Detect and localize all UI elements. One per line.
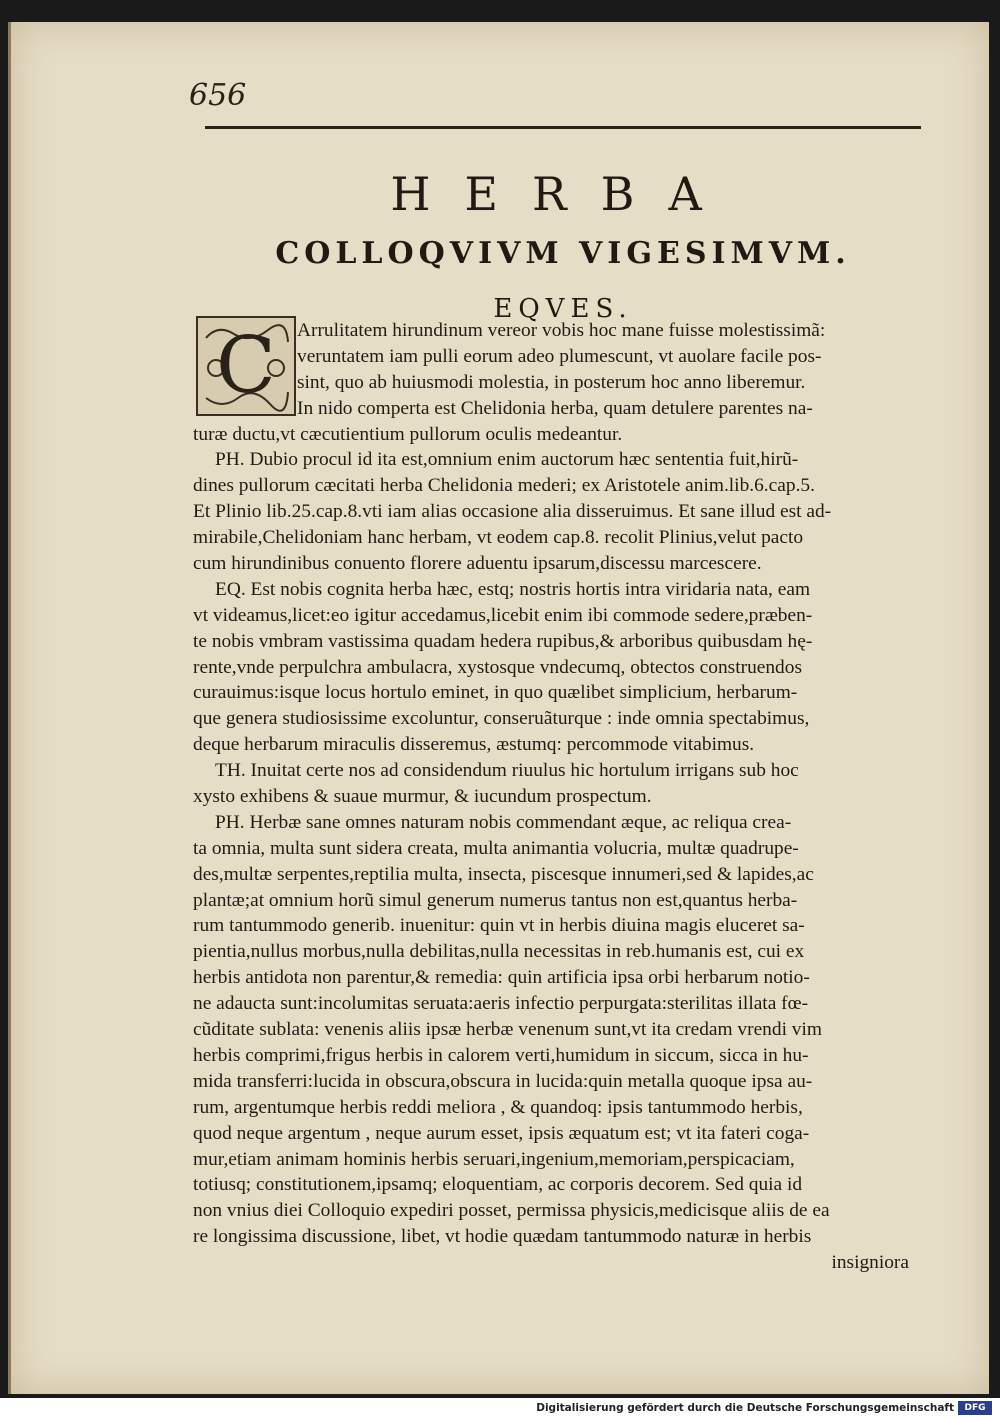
chapter-subtitle: COLLOQVIVM VIGESIMVM. <box>275 236 851 271</box>
text-line: deque herbarum miraculis disseremus, æstumq: percommode vitabimus. <box>193 734 755 756</box>
text-line: veruntatem iam pulli eorum adeo plumescunt, vt auolare facile pos- <box>297 345 822 367</box>
speaker-heading: EQVES. <box>493 294 633 324</box>
text-line: non vnius diei Colloquio expediri posset, permissa physicis,medicisque aliis de ea <box>193 1200 830 1222</box>
page-number: 656 <box>189 78 247 113</box>
footer-bar <box>0 1398 1000 1419</box>
text-line: rum tantummodo generib. inuenitur: quin vt in herbis diuina magis eluceret sa- <box>193 915 805 937</box>
text-line: PH. Dubio procul id ita est,omnium enim auctorum hæc sententia fuit,hirũ- <box>215 449 799 471</box>
text-line: re longissima discussione, libet, vt hodie quædam tantummodo naturæ in herbis <box>193 1226 812 1248</box>
text-line: cum hirundinibus conuento florere aduentu ipsarum,discessu marcescere. <box>193 553 762 575</box>
text-line: TH. Inuitat certe nos ad considendum riuulus hic hortulum irrigans sub hoc <box>215 760 799 782</box>
header-rule <box>205 126 921 129</box>
text-line: dines pullorum cæcitati herba Chelidonia mederi; ex Aristotele anim.lib.6.cap.5. <box>193 475 815 497</box>
text-line: pientia,nullus morbus,nulla debilitas,nulla necessitas in reb.humanis est, cui ex <box>193 941 805 963</box>
text-line: mur,etiam animam hominis herbis seruari,ingenium,memoriam,perspicaciam, <box>193 1148 795 1170</box>
text-line: te nobis vmbram vastissima quadam hedera rupibus,& arboribus quibusdam hę- <box>193 630 813 652</box>
text-line: EQ. Est nobis cognita herba hæc, estq; nostris hortis intra viridaria nata, eam <box>215 578 811 600</box>
text-line: mida transferri:lucida in obscura,obscura in lucida:quin metalla quoque ipsa au- <box>193 1070 813 1092</box>
text-line: xysto exhibens & suaue murmur, & iucundum prospectum. <box>193 786 652 808</box>
text-line: vt videamus,licet:eo igitur accedamus,licebit enim ibi commode sedere,præben- <box>193 604 813 626</box>
text-line: cũditate sublata: venenis aliis ipsæ herbæ venenum sunt,vt ita credam vrendi vim <box>193 1019 822 1041</box>
text-line: rente,vnde perpulchra ambulacra, xystosque vndecumq, obtectos construendos <box>193 656 802 678</box>
text-line: des,multæ serpentes,reptilia multa, insecta, piscesque innumeri,sed & lapides,ac <box>193 863 814 885</box>
text-line: totiusq; constitutionem,ipsamq; eloquentiam, ac corporis decorem. Sed quia id <box>193 1174 803 1196</box>
text-line: sint, quo ab huiusmodi molestia, in posterum hoc anno liberemur. <box>297 371 806 393</box>
text-line: Arrulitatem hirundinum vereor vobis hoc mane fuisse molestissimã: <box>297 320 826 341</box>
body-text <box>193 318 911 1276</box>
text-line: herbis comprimi,frigus herbis in calorem verti,humidum in siccum, sicca in hu- <box>193 1044 809 1066</box>
page-title: HERBA <box>390 167 736 221</box>
text-line: In nido comperta est Chelidonia herba, quam detulere parentes na- <box>297 397 813 419</box>
dfg-logo-icon: DFG <box>958 1401 992 1415</box>
text-line: ne adaucta sunt:incolumitas seruata:aeris infectio perpurgata:sterilitas illata fœ- <box>193 993 809 1015</box>
text-line: quod neque argentum , neque aurum esset, ipsis æquatum est; vt ita fateri coga- <box>193 1122 810 1144</box>
text-line: que genera studiosissime excoluntur, conseruãturque : inde omnia spectabimus, <box>193 708 810 730</box>
text-line: plantæ;at omnium horũ simul generum numerus tantus non est,quantus herba- <box>193 889 798 911</box>
text-line: PH. Herbæ sane omnes naturam nobis commendant æque, ac reliqua crea- <box>215 811 792 833</box>
text-line: Et Plinio lib.25.cap.8.vti iam alias occasione alia disseruimus. Et sane illud est ad- <box>193 501 832 523</box>
text-line: curauimus:isque locus hortulo eminet, in quo quælibet simplicium, herbarum- <box>193 682 798 704</box>
text-line: ta omnia, multa sunt sidera creata, multa animantia volucria, multæ quadrupe- <box>193 837 799 859</box>
text-line: mirabile,Chelidoniam hanc herbam, vt eodem cap.8. recolit Plinius,velut pacto <box>193 527 804 549</box>
catchword: insigniora <box>831 1252 909 1274</box>
text-line: turæ ductu,vt cæcutientium pullorum oculis medeantur. <box>193 423 623 445</box>
text-line: herbis antidota non parentur,& remedia: quin artificia ipsa orbi herbarum notio- <box>193 967 810 989</box>
text-line: rum, argentumque herbis reddi meliora , & quandoq: ipsis tantummodo herbis, <box>193 1096 803 1118</box>
funding-notice: Digitalisierung gefördert durch die Deutsche Forschungsgemeinschaft <box>536 1402 954 1414</box>
initial-letter: C <box>216 321 276 411</box>
